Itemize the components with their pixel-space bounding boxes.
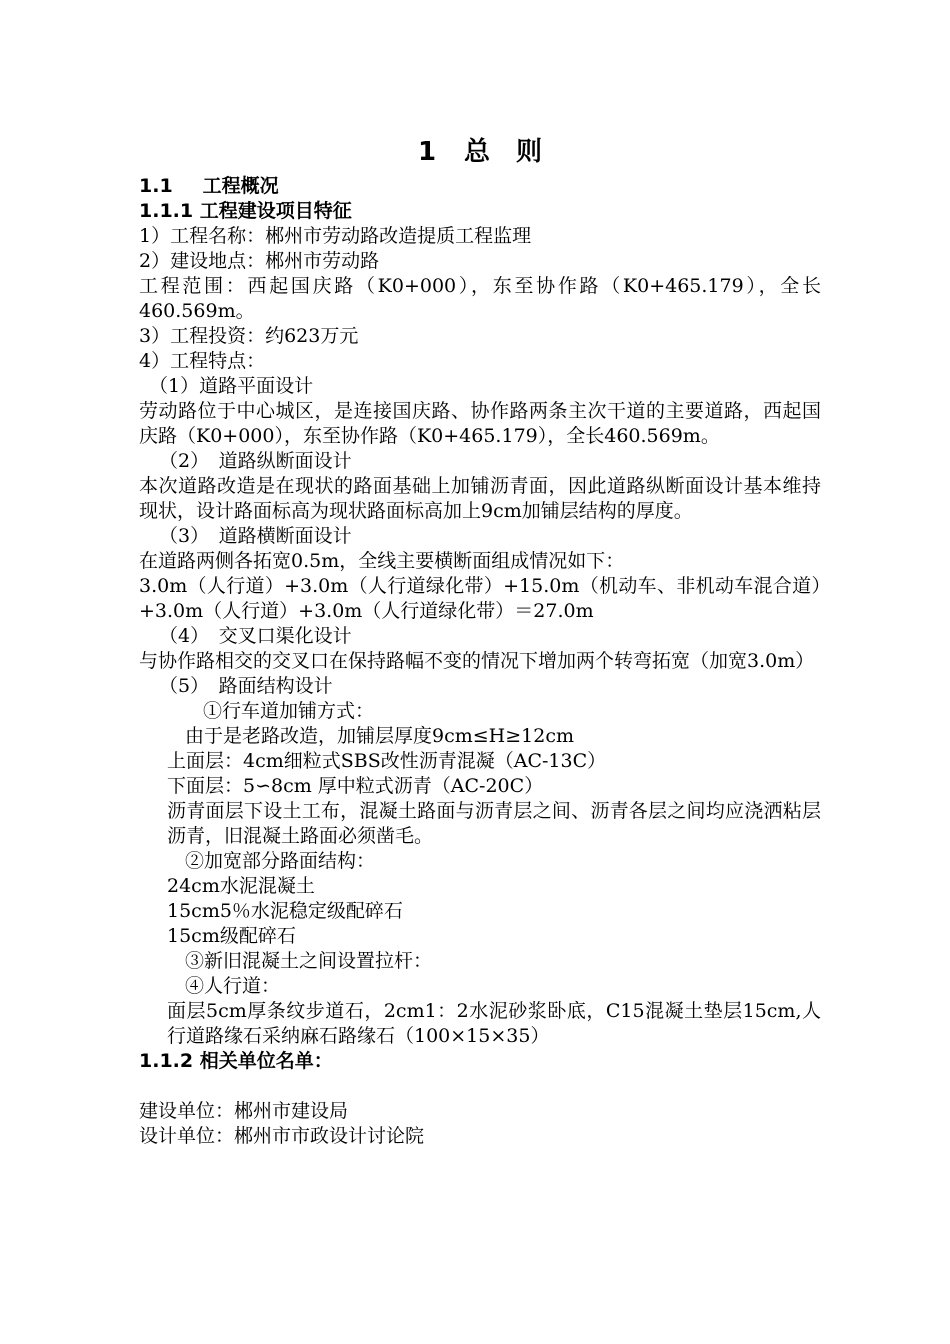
sidewalk-paragraph: 面层5cm厚条纹步道石，2cm1：2水泥砂浆卧底，C15混凝土垫层15cm,人行道路缘石采纳麻石路缘石（100×15×35） (167, 1000, 821, 1047)
section-label: 工程概况 (202, 175, 279, 197)
section-number: 1.1 (139, 175, 173, 197)
location-line: 2）建设地点：郴州市劳动路 (139, 250, 380, 272)
upper-layer-line: 上面层：4cm细粒式SBS改性沥青混凝（AC-13C） (167, 750, 607, 772)
blank-line (139, 1074, 821, 1099)
cross-section-text: 在道路两侧各拓宽0.5m，全线主要横断面组成情况如下： (139, 550, 625, 572)
chapter-title-char-1: 总 (464, 137, 491, 167)
profile-design-paragraph: 本次道路改造是在现状的路面基础上加铺沥青面，因此道路纵断面设计基本维持现状，设计路面标高为现状路面标高加上9cm加铺层结构的厚度。 (139, 475, 821, 522)
widening-layer-2: 15cm5％水泥稳定级配碎石 (167, 900, 403, 922)
overlay-thickness-line: 由于是老路改造，加铺层厚度9cm≤H≥12cm (185, 725, 574, 747)
widening-layer-1: 24cm水泥混凝土 (167, 875, 315, 897)
scope-paragraph: 工程范围：西起国庆路（K0+000），东至协作路（K0+465.179），全长460.569m。 (139, 275, 821, 322)
chapter-number: 1 (417, 137, 437, 167)
cross-section-composition: 3.0m（人行道）+3.0m（人行道绿化带）+15.0m（机动车、非机动车混合道）+3.0m（人行道）+3.0m（人行道绿化带）＝27.0m (139, 575, 821, 622)
investment-line: 3）工程投资：约623万元 (139, 325, 359, 347)
pavement-design-heading: （5） 路面结构设计 (159, 675, 333, 697)
section-heading-1-1 (139, 174, 821, 199)
plan-design-heading: （1）道路平面设计 (149, 375, 314, 397)
overlay-method-heading: ①行车道加铺方式： (203, 700, 375, 722)
tie-bar-heading: ③新旧混凝土之间设置拉杆： (185, 950, 433, 972)
widening-structure-heading: ②加宽部分路面结构： (185, 850, 376, 872)
lower-layer-line: 下面层：5∽8cm 厚中粒式沥青（AC-20C） (167, 775, 544, 797)
section-heading-1-1-1: 1.1.1 工程建设项目特征 (139, 200, 352, 222)
widening-layer-3: 15cm级配碎石 (167, 925, 296, 947)
section-heading-1-1-2: 1.1.2 相关单位名单： (139, 1050, 333, 1072)
junction-design-heading: （4） 交叉口渠化设计 (159, 625, 352, 647)
design-unit-line: 设计单位：郴州市市政设计讨论院 (139, 1125, 425, 1147)
chapter-title-char-2: 则 (516, 137, 543, 167)
sidewalk-heading: ④人行道： (185, 975, 281, 997)
features-line: 4）工程特点： (139, 350, 266, 372)
chapter-title (139, 130, 821, 174)
junction-design-paragraph: 与协作路相交的交叉口在保持路幅不变的情况下增加两个转弯拓宽（加宽3.0m） (139, 650, 815, 672)
cross-section-heading: （3） 道路横断面设计 (159, 525, 352, 547)
plan-design-paragraph: 劳动路位于中心城区，是连接国庆路、协作路两条主次干道的主要道路，西起国庆路（K0+000），东至协作路（K0+465.179），全长460.569m。 (139, 400, 821, 447)
construction-unit-line: 建设单位：郴州市建设局 (139, 1100, 349, 1122)
document-body (139, 130, 821, 1149)
profile-design-heading: （2） 道路纵断面设计 (159, 450, 352, 472)
geotextile-paragraph: 沥青面层下设土工布，混凝土路面与沥青层之间、沥青各层之间均应浇洒粘层沥青，旧混凝土路面必须凿毛。 (167, 800, 821, 847)
project-name-line: 1）工程名称：郴州市劳动路改造提质工程监理 (139, 225, 532, 247)
